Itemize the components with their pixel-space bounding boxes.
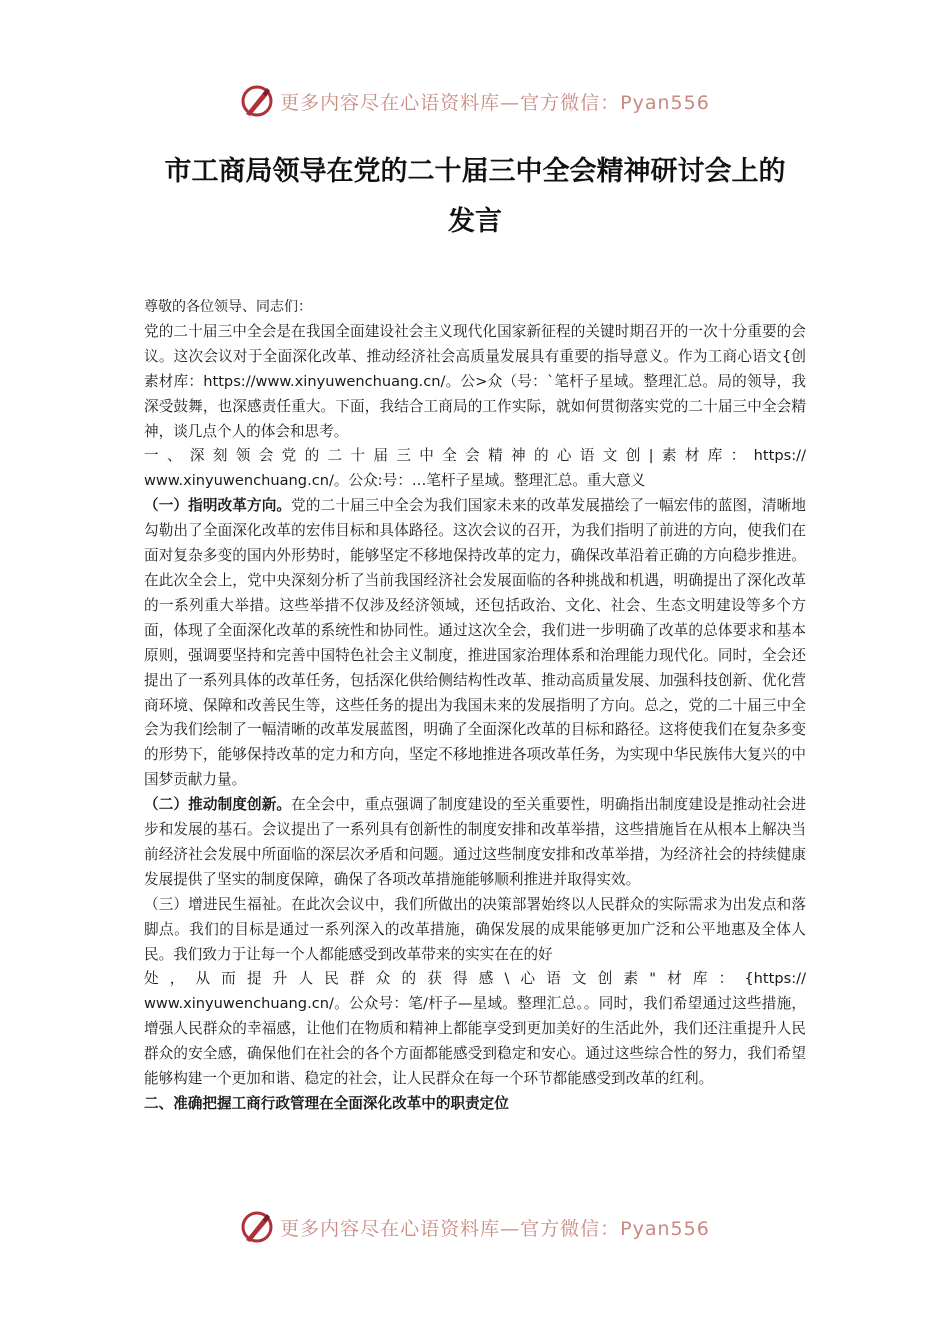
title-line-1: 市工商局领导在党的二十届三中全会精神研讨会上的 [164,156,786,187]
banner-text: 更多内容尽在心语资料库—官方微信：Pyan556 [280,91,710,114]
pen-logo-icon [240,84,274,118]
subsection-3-part-b: 处，从而提升人民群众的获得感\心语文创素"材库：{https:// [144,970,806,988]
section-1-heading-line-2: www.xinyuwenchuang.cn/。公众:号：…笔杆子星域。整理汇总。重大意义 [144,472,646,490]
subsection-1-label: （一）指明改革方向。 [144,497,292,515]
greeting: 尊敬的各位领导、同志们： [144,299,312,315]
subsection-1 [144,494,806,793]
subsection-3-part-c: www.xinyuwenchuang.cn/。公众号：笔/杆子—星域。整理汇总。。同时，我们希望通过这些措施，增强人民群众的幸福感，让他们在物质和精神上都能享受到更加美好的生活此外，我们还注重提升人民群众的安全感，确保他们在社会的各个方面都能感受到稳定和安心。通过这些综合性的努力，我们希望能够构建一个更加和谐、稳定的社会，让人民群众在每一个环节都能感受到改革的红利。 [144,995,806,1088]
pen-logo-icon [240,1210,274,1244]
intro-paragraph: 党的二十届三中全会是在我国全面建设社会主义现代化国家新征程的关键时期召开的一次十分重要的会议。这次会议对于全面深化改革、推动经济社会高质量发展具有重要的指导意义。作为工商心语文{创素材库：https://www.xinyuwenchuang.cn/。公>众（号：`笔杆子星域。整理汇总。局的领导，我深受鼓舞，也深感责任重大。下面，我结合工商局的工作实际，就如何贯彻落实党的二十届三中全会精神，谈几点个人的体会和思考。 [144,322,806,440]
subsection-3-part-a: （三）增进民生福祉。在此次会议中，我们所做出的决策部署始终以人民群众的实际需求为出发点和落脚点。我们的目标是通过一系列深入的改革措施，确保发展的成果能够更加广泛和公平地惠及全体人民。我们致力于让每一个人都能感受到改革带来的实实在在的好 [144,895,806,963]
document-body [144,295,806,1117]
subsection-2-label: （二）推动制度创新。 [144,796,292,814]
subsection-2-text: 在全会中，重点强调了制度建设的至关重要性，明确指出制度建设是推动社会进步和发展的基石。会议提出了一系列具有创新性的制度安排和改革举措，这些措施旨在从根本上解决当前经济社会发展中所面临的深层次矛盾和问题。通过这些制度安排和改革举措，为经济社会的持续健康发展提供了坚实的制度保障，确保了各项改革措施能够顺利推进并取得实效。 [144,796,806,888]
page-title [100,147,850,247]
section-1-heading-line-1: 一、深刻领会党的二十届三中全会精神的心语文创|素材库：https:// [144,447,806,465]
title-line-2: 发言 [448,206,502,237]
subsection-1-text: 党的二十届三中全会为我们国家未来的改革发展描绘了一幅宏伟的蓝图，清晰地勾勒出了全面深化改革的宏伟目标和具体路径。这次会议的召开，为我们指明了前进的方向，使我们在面对复杂多变的国内外形势时，能够坚定不移地保持改革的定力，确保改革沿着正确的方向稳步推进。在此次全会上，党中央深刻分析了当前我国经济社会发展面临的各种挑战和机遇，明确提出了深化改革的一系列重大举措。这些举措不仅涉及经济领域，还包括政治、文化、社会、生态文明建设等多个方面，体现了全面深化改革的系统性和协同性。通过这次全会，我们进一步明确了改革的总体要求和基本原则，强调要坚持和完善中国特色社会主义制度，推进国家治理体系和治理能力现代化。同时，全会还提出了一系列具体的改革任务，包括深化供给侧结构性改革、推动高质量发展、加强科技创新、优化营商环境、保障和改善民生等，这些任务的提出为我国未来的发展指明了方向。总之，党的二十届三中全会为我们绘制了一幅清晰的改革发展蓝图，明确了全面深化改革的目标和路径。这将使我们在复杂多变的形势下，能够保持改革的定力和方向，坚定不移地推进各项改革任务，为实现中华民族伟大复兴的中国梦贡献力量。 [144,497,806,789]
subsection-2 [144,793,806,893]
banner-text: 更多内容尽在心语资料库—官方微信：Pyan556 [280,1217,710,1240]
section-2-heading: 二、准确把握工商行政管理在全面深化改革中的职责定位 [144,1095,509,1112]
wechat-id: Pyan556 [620,1217,710,1240]
header-banner [0,84,950,118]
footer-banner [0,1210,950,1244]
wechat-id: Pyan556 [620,91,710,114]
